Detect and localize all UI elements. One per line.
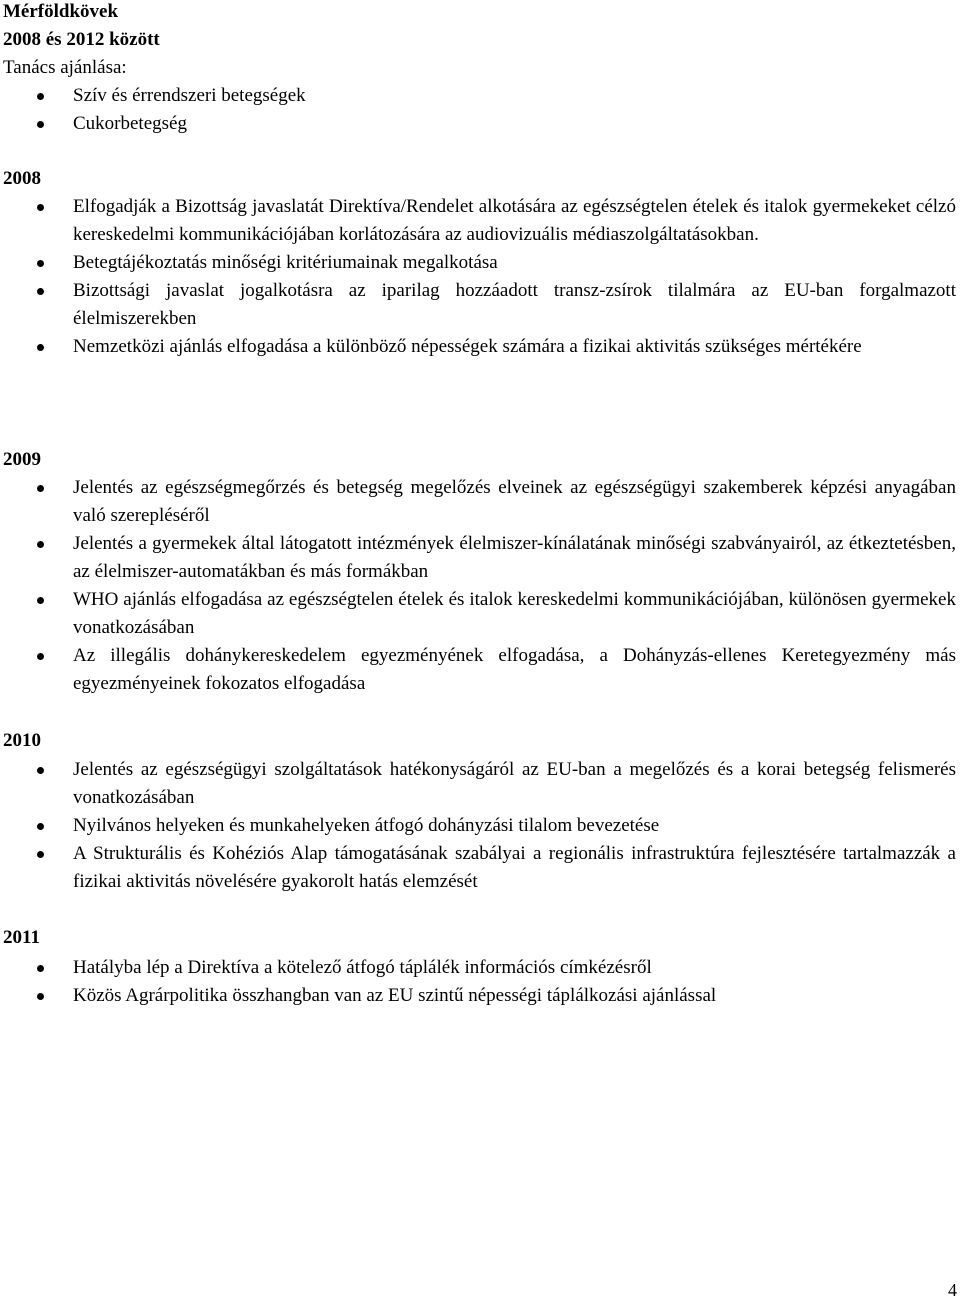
intro-list (0, 82, 960, 138)
list-item (0, 193, 960, 249)
year-list-2011 (0, 954, 960, 1010)
list-item-text: Jelentés az egészségügyi szolgáltatások hatékonyságáról az EU-ban a megelőzés és a korai betegség felismerés vonatkozásában (73, 759, 956, 808)
list-item (0, 530, 960, 586)
page-subtitle: 2008 és 2012 között (3, 29, 160, 50)
bullet-icon (37, 288, 44, 295)
bullet-icon (37, 260, 44, 267)
list-item (0, 642, 960, 698)
list-item-text: Jelentés az egészségmegőrzés és betegség megelőzés elveinek az egészségügyi szakemberek képzési anyagában való szerepléséről (73, 477, 956, 526)
list-item (0, 333, 960, 361)
list-item (0, 812, 960, 840)
bullet-icon (37, 541, 44, 548)
bullet-icon (37, 93, 44, 100)
list-item (0, 954, 960, 982)
bullet-icon (37, 653, 44, 660)
bullet-icon (37, 851, 44, 858)
year-heading-2008: 2008 (3, 168, 41, 189)
list-item (0, 474, 960, 530)
list-item (0, 982, 960, 1010)
list-item (0, 82, 960, 110)
page-title: Mérföldkövek (3, 1, 119, 22)
list-item (0, 110, 960, 138)
list-item-text: Hatályba lép a Direktíva a kötelező átfogó táplálék információs címkézésről (73, 957, 652, 978)
bullet-icon (37, 965, 44, 972)
list-item-text: Nemzetközi ajánlás elfogadása a különböző népességek számára a fizikai aktivitás szükséges mértékére (73, 336, 862, 357)
list-item-text: Cukorbetegség (73, 113, 187, 134)
year-list-2010 (0, 756, 960, 896)
bullet-icon (37, 597, 44, 604)
bullet-icon (37, 993, 44, 1000)
year-heading-2011: 2011 (3, 927, 40, 948)
bullet-icon (37, 121, 44, 128)
list-item (0, 840, 960, 896)
bullet-icon (37, 204, 44, 211)
year-list-2009 (0, 474, 960, 698)
list-item (0, 586, 960, 642)
list-item-text: Jelentés a gyermekek által látogatott intézmények élelmiszer-kínálatának minőségi szabványairól, az étkeztetésben, az élelmiszer-automatákban és más formákban (73, 533, 956, 582)
list-item (0, 277, 960, 333)
list-item-text: WHO ajánlás elfogadása az egészségtelen ételek és italok kereskedelmi kommunikációjában, különösen gyermekek vonatkozásában (73, 589, 956, 638)
list-item (0, 756, 960, 812)
list-item-text: Elfogadják a Bizottság javaslatát Direktíva/Rendelet alkotására az egészségtelen ételek és italok gyermekeket célzó kereskedelmi kommunikációjában korlátozására az audiovizuális médiaszolgáltatásokban. (73, 196, 956, 245)
list-item-text: A Strukturális és Kohéziós Alap támogatásának szabályai a regionális infrastruktúra fejlesztésére tartalmazzák a fizikai aktivitás növelésére gyakorolt hatás elemzését (73, 843, 956, 892)
year-list-2008 (0, 193, 960, 361)
list-item-text: Bizottsági javaslat jogalkotásra az iparilag hozzáadott transz-zsírok tilalmára az EU-ban forgalmazott élelmiszerekben (73, 280, 956, 329)
bullet-icon (37, 767, 44, 774)
page-number: 4 (948, 1280, 957, 1300)
list-item-text: Közös Agrárpolitika összhangban van az EU szintű népességi táplálkozási ajánlással (73, 985, 717, 1006)
year-heading-2009: 2009 (3, 449, 41, 470)
list-item-text: Nyilvános helyeken és munkahelyeken átfogó dohányzási tilalom bevezetése (73, 815, 660, 836)
bullet-icon (37, 823, 44, 830)
bullet-icon (37, 344, 44, 351)
bullet-icon (37, 485, 44, 492)
intro-label: Tanács ajánlása: (3, 57, 127, 78)
list-item-text: Az illegális dohánykereskedelem egyezményének elfogadása, a Dohányzás-ellenes Keretegyezmény más egyezményeinek fokozatos elfogadása (73, 645, 956, 694)
year-heading-2010: 2010 (3, 730, 41, 751)
list-item-text: Szív és érrendszeri betegségek (73, 85, 306, 106)
list-item-text: Betegtájékoztatás minőségi kritériumainak megalkotása (73, 252, 498, 273)
list-item (0, 249, 960, 277)
